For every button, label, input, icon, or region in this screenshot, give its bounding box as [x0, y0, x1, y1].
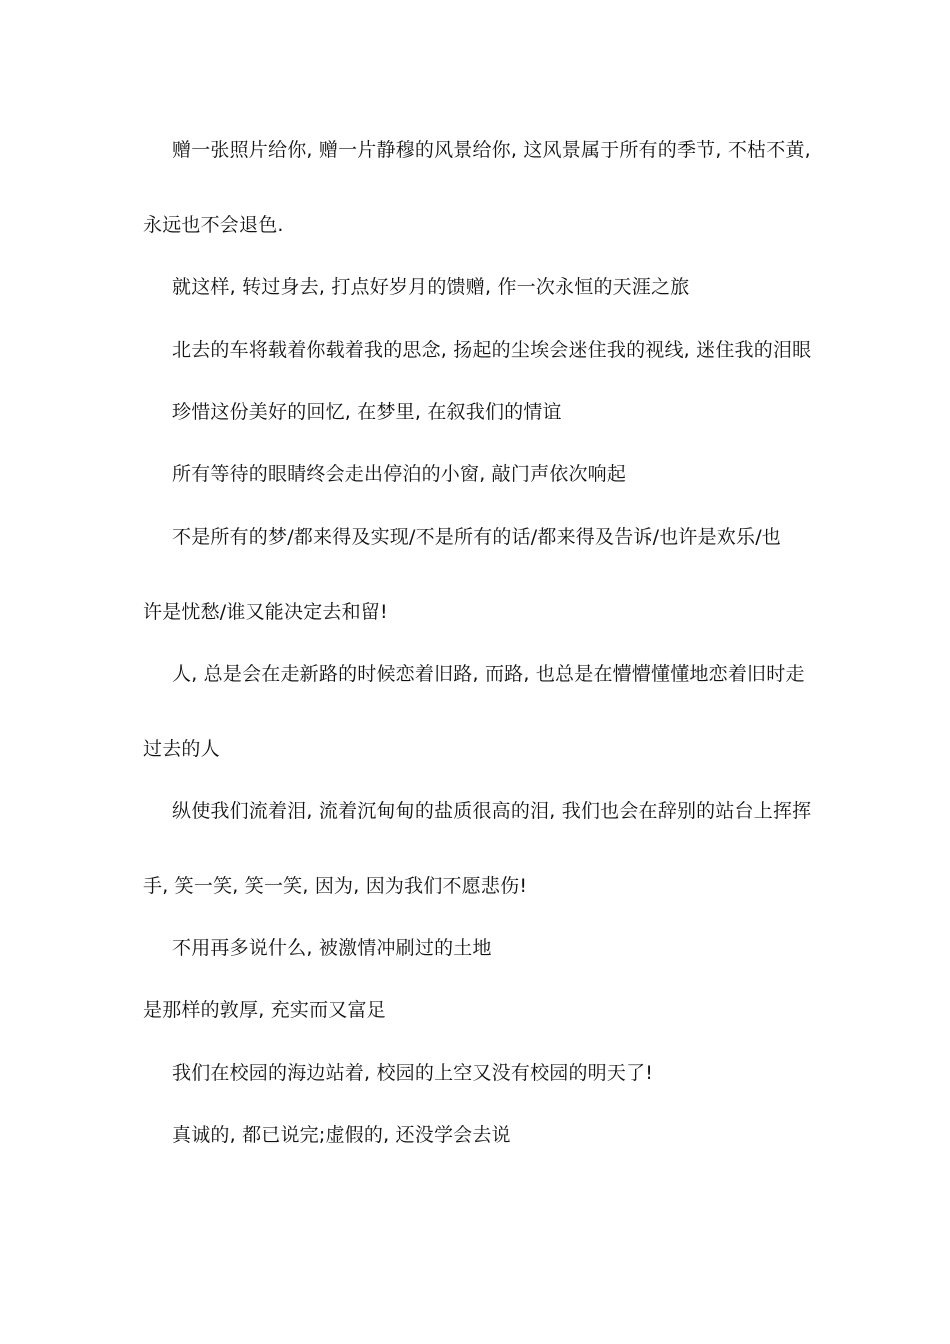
paragraph-line-12: 手, 笑一笑, 笑一笑, 因为, 因为我们不愿悲伤! — [143, 875, 528, 897]
paragraph-line-2: 永远也不会退色. — [143, 214, 284, 236]
paragraph-line-5: 珍惜这份美好的回忆, 在梦里, 在叙我们的情谊 — [172, 401, 562, 423]
paragraph-line-11: 纵使我们流着泪, 流着沉甸甸的盐质很高的泪, 我们也会在辞别的站台上挥挥 — [172, 800, 812, 822]
paragraph-line-6: 所有等待的眼睛终会走出停泊的小窗, 敲门声依次响起 — [172, 463, 627, 485]
paragraph-line-9: 人, 总是会在走新路的时候恋着旧路, 而路, 也总是在懵懵懂懂地恋着旧时走 — [172, 663, 805, 685]
paragraph-line-7: 不是所有的梦/都来得及实现/不是所有的话/都来得及告诉/也许是欢乐/也 — [172, 526, 782, 548]
paragraph-line-14: 是那样的敦厚, 充实而又富足 — [143, 999, 386, 1021]
paragraph-line-10: 过去的人 — [143, 738, 220, 760]
paragraph-line-13: 不用再多说什么, 被激情冲刷过的土地 — [172, 937, 492, 959]
paragraph-line-1: 赠一张照片给你, 赠一片静穆的风景给你, 这风景属于所有的季节, 不枯不黄, — [172, 139, 811, 161]
paragraph-line-16: 真诚的, 都已说完;虚假的, 还没学会去说 — [172, 1124, 511, 1146]
paragraph-line-15: 我们在校园的海边站着, 校园的上空又没有校园的明天了! — [172, 1062, 654, 1084]
paragraph-line-8: 许是忧愁/谁又能决定去和留! — [143, 601, 388, 623]
paragraph-line-3: 就这样, 转过身去, 打点好岁月的馈赠, 作一次永恒的天涯之旅 — [172, 276, 690, 298]
paragraph-line-4: 北去的车将载着你载着我的思念, 扬起的尘埃会迷住我的视线, 迷住我的泪眼 — [172, 339, 812, 361]
